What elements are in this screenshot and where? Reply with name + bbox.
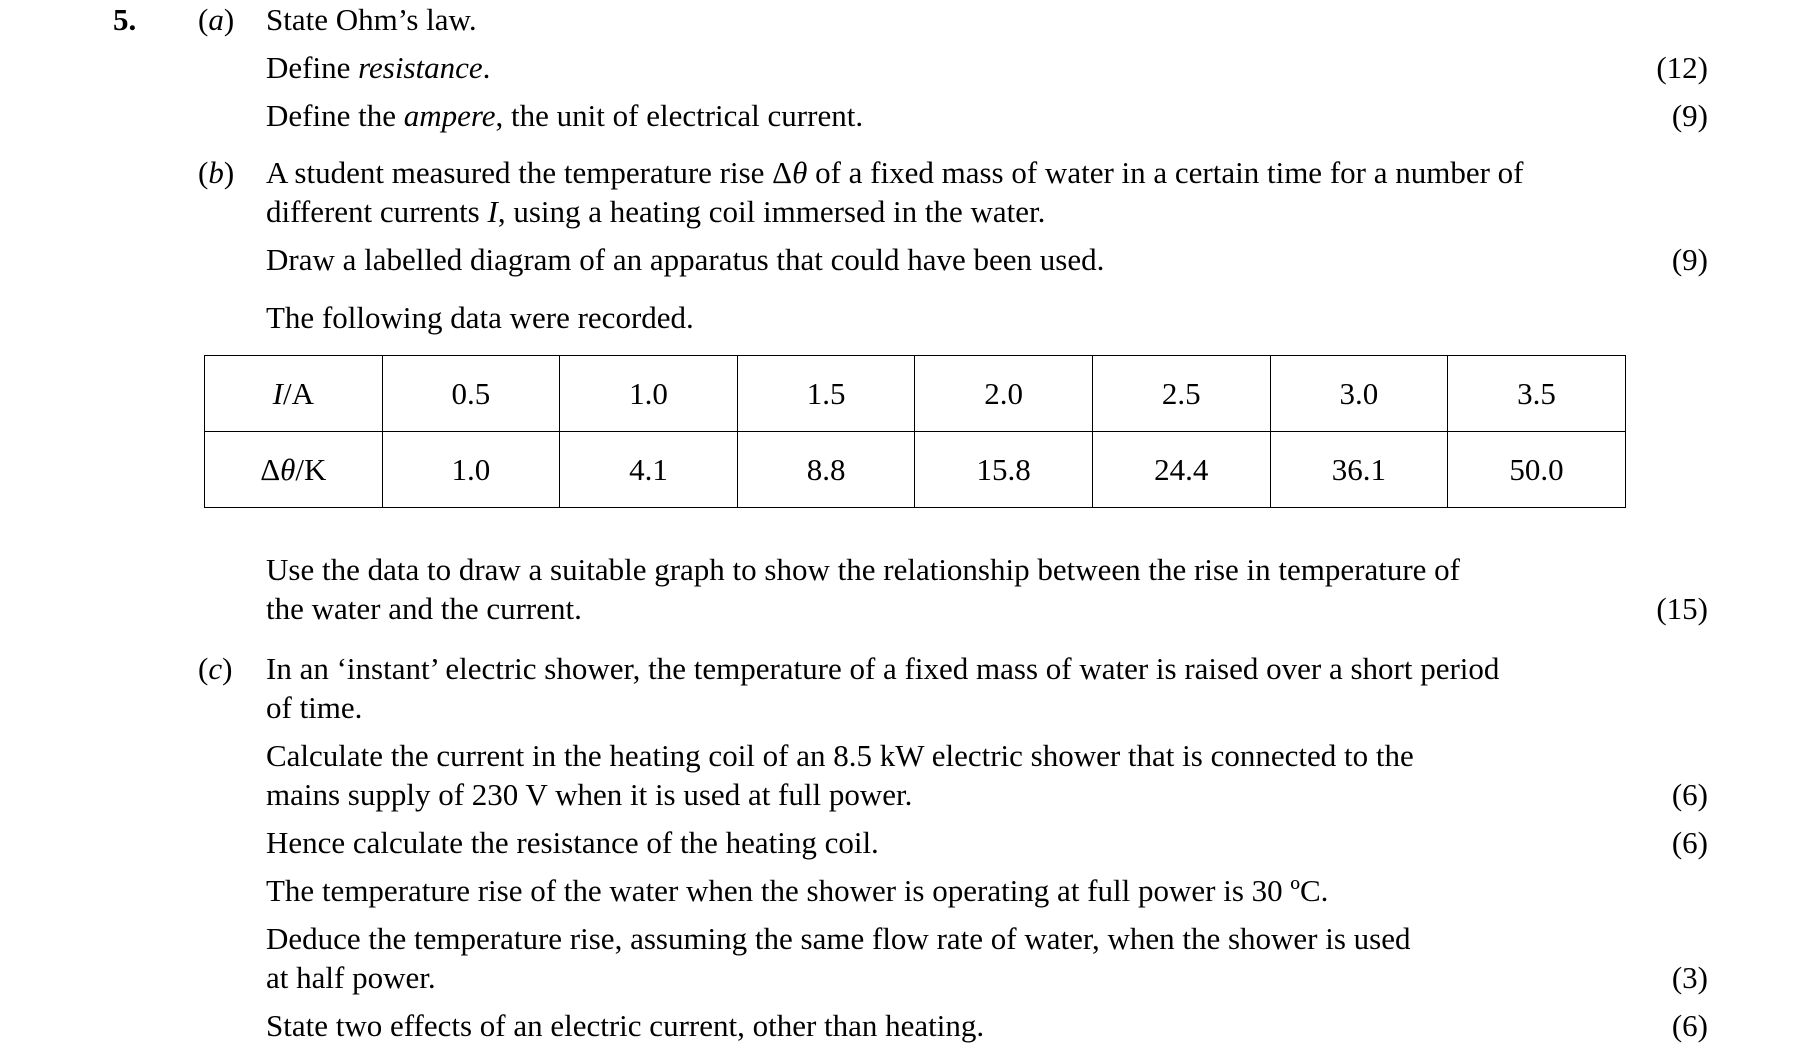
table-cell: 24.4: [1092, 432, 1270, 508]
table-cell: 36.1: [1270, 432, 1448, 508]
table-row-temperature: [205, 432, 1626, 508]
part-b-diagram-instruction: Draw a labelled diagram of an apparatus that could have been used.: [266, 242, 1105, 277]
part-c-letter: c: [208, 651, 223, 686]
part-a-label: (a): [198, 2, 235, 37]
part-b-data-intro: The following data were recorded.: [266, 300, 694, 335]
table-cell: 4.1: [560, 432, 738, 508]
text: State Ohm’s law.: [266, 2, 477, 37]
marks-part-c-deduce: (3): [1671, 960, 1708, 995]
text: Define the: [266, 98, 404, 133]
data-table: [204, 355, 1626, 508]
part-c-intro-line2: of time.: [266, 690, 363, 725]
part-b-intro-line1: [266, 154, 1524, 192]
table-cell: 3.0: [1270, 356, 1448, 432]
text: Define: [266, 50, 359, 85]
table-header-current: [205, 356, 383, 432]
table-cell: 1.5: [737, 356, 915, 432]
table-header-temperature: [205, 432, 383, 508]
table-cell: 1.0: [382, 432, 560, 508]
unit: /A: [282, 375, 314, 411]
part-b-label: (b): [198, 155, 235, 190]
term-resistance: resistance: [358, 50, 483, 85]
part-c-calc-current-line2: mains supply of 230 V when it is used at full power.: [266, 777, 913, 812]
part-c-label: (c): [198, 651, 233, 686]
marks-part-c-resistance: (6): [1671, 825, 1708, 860]
part-a-define-ampere: [266, 97, 863, 135]
table-cell: 50.0: [1448, 432, 1626, 508]
part-c-intro-line1: In an ‘instant’ electric shower, the temperature of a fixed mass of water is raised over a short period: [266, 651, 1500, 686]
table-row-current: [205, 356, 1626, 432]
table-cell: 1.0: [560, 356, 738, 432]
marks-part-a-2: (9): [1671, 98, 1708, 133]
text: A student measured the temperature rise Δ: [266, 155, 793, 190]
text: different currents: [266, 194, 488, 229]
unit: /K: [295, 451, 327, 487]
symbol-current: I: [272, 375, 283, 411]
question-number: 5.: [113, 2, 137, 37]
part-c-deduce-line1: Deduce the temperature rise, assuming the same flow rate of water, when the shower is used: [266, 921, 1411, 956]
table-cell: 8.8: [737, 432, 915, 508]
part-c-calc-resistance: Hence calculate the resistance of the heating coil.: [266, 825, 879, 860]
marks-part-c-effects: (6): [1671, 1008, 1708, 1043]
symbol-delta: Δ: [260, 451, 281, 487]
part-b-graph-instruction-line1: Use the data to draw a suitable graph to show the relationship between the rise in temperature of: [266, 552, 1460, 587]
part-b-letter: b: [208, 155, 224, 190]
symbol-theta: θ: [792, 155, 808, 190]
part-b-graph-instruction-line2: the water and the current.: [266, 591, 582, 626]
text: , the unit of electrical current.: [495, 98, 864, 133]
text: .: [482, 50, 491, 85]
part-a-ohms-law: [266, 1, 477, 39]
symbol-current: I: [487, 194, 498, 229]
marks-part-b-diagram: (9): [1671, 242, 1708, 277]
table-cell: 2.0: [915, 356, 1093, 432]
part-c-calc-current-line1: Calculate the current in the heating coil of an 8.5 kW electric shower that is connected to the: [266, 738, 1414, 773]
part-a-define-resistance: [266, 49, 490, 87]
part-a-letter: a: [208, 2, 224, 37]
symbol-theta: θ: [280, 451, 296, 487]
part-b-intro-line2: [266, 193, 1045, 231]
marks-part-b-graph: (15): [1656, 591, 1708, 626]
term-ampere: ampere: [403, 98, 496, 133]
part-c-deduce-line2: at half power.: [266, 960, 436, 995]
table-cell: 0.5: [382, 356, 560, 432]
marks-part-c-current: (6): [1671, 777, 1708, 812]
text: , using a heating coil immersed in the water.: [497, 194, 1046, 229]
table-cell: 2.5: [1092, 356, 1270, 432]
part-c-effects: State two effects of an electric current, other than heating.: [266, 1008, 985, 1043]
text: of a fixed mass of water in a certain time for a number of: [807, 155, 1524, 190]
marks-part-a-1: (12): [1656, 50, 1708, 85]
table-cell: 15.8: [915, 432, 1093, 508]
part-c-temp-rise-statement: The temperature rise of the water when the shower is operating at full power is 30 ºC.: [266, 873, 1329, 908]
table-cell: 3.5: [1448, 356, 1626, 432]
